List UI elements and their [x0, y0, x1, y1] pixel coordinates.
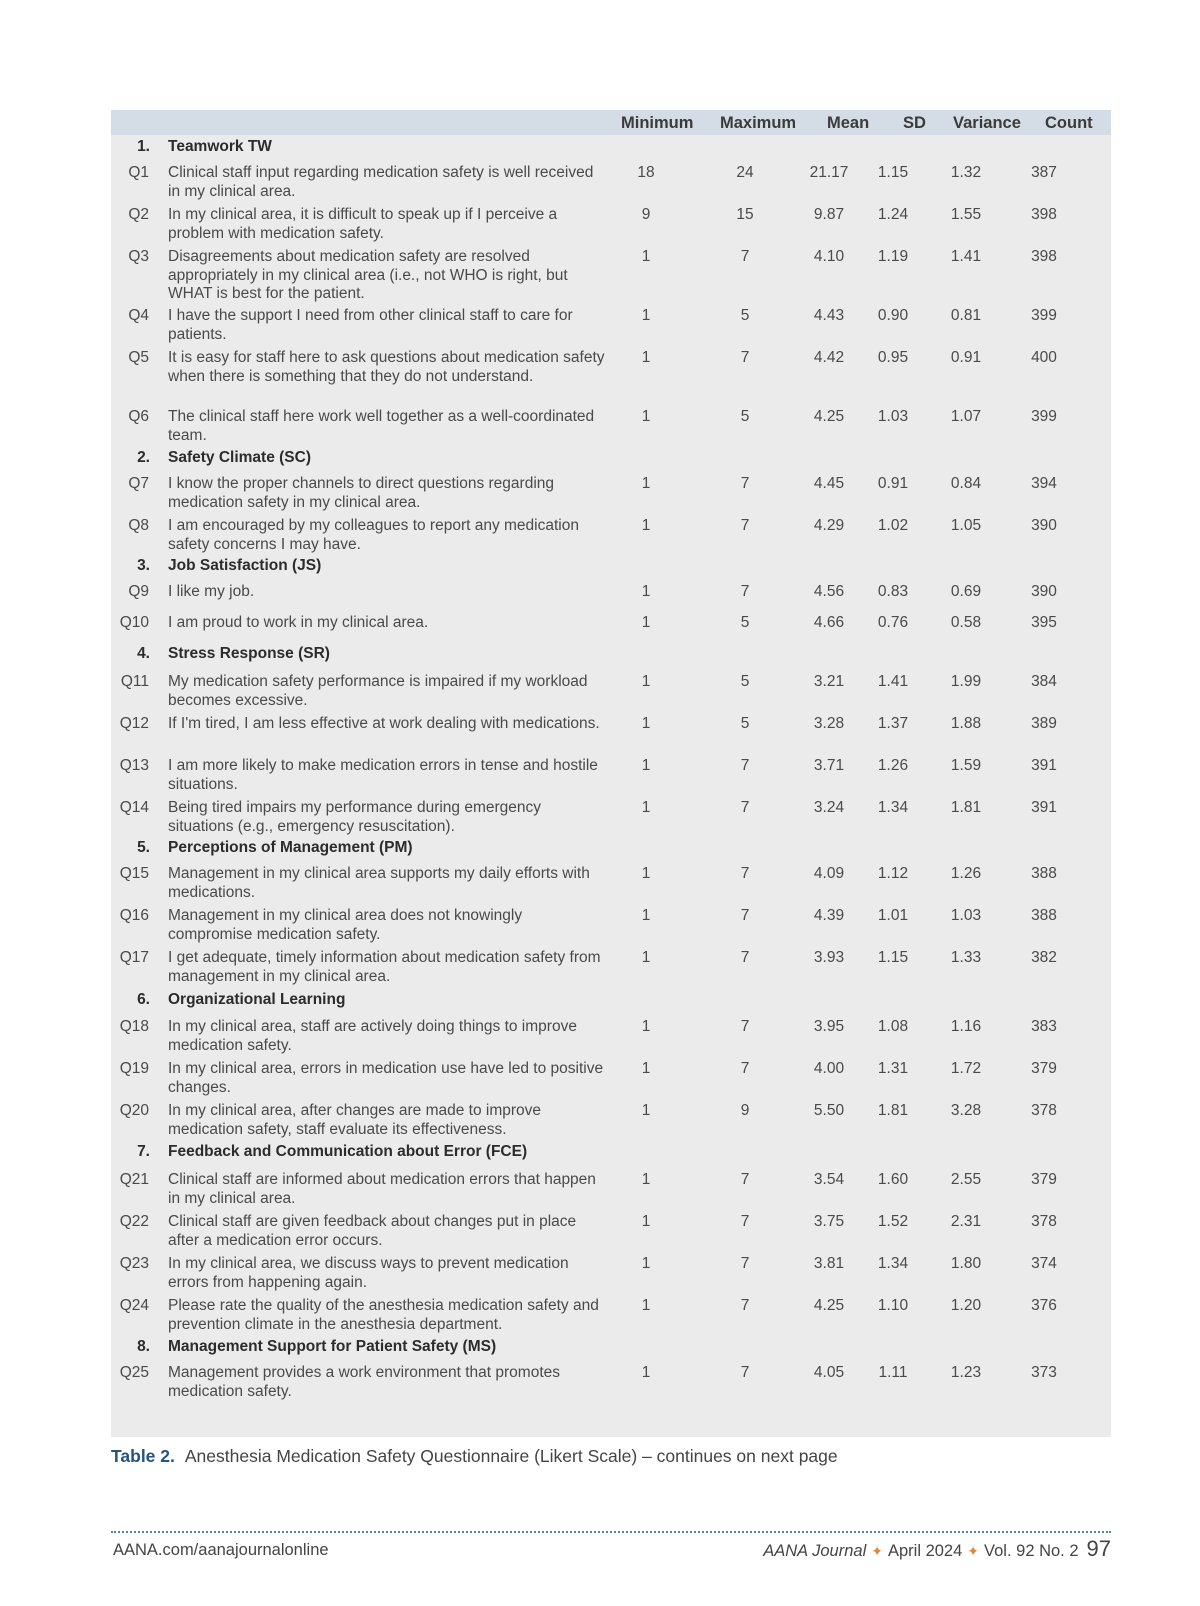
cell-variance: 1.80: [950, 1255, 982, 1272]
cell-min: 1: [641, 408, 651, 425]
cell-min: 1: [641, 949, 651, 966]
section-title: Teamwork TW: [168, 138, 272, 155]
cell-min: 1: [641, 865, 651, 882]
question-text: My medication safety performance is impaired if my workload becomes excessive.: [168, 673, 588, 709]
cell-variance: 2.55: [950, 1171, 982, 1188]
section-title: Job Satisfaction (JS): [168, 557, 322, 574]
question-text: Management in my clinical area does not knowingly compromise medication safety.: [168, 907, 523, 943]
question-text: I have the support I need from other clinical staff to care for patients.: [168, 307, 573, 343]
section-number: 7.: [137, 1143, 150, 1160]
question-text: I get adequate, timely information about medication safety from management in my clinical area.: [168, 949, 601, 985]
cell-sd: 0.90: [877, 307, 909, 324]
cell-variance: 0.84: [950, 475, 982, 492]
cell-variance: 1.23: [950, 1364, 982, 1381]
cell-variance: 1.32: [950, 164, 982, 181]
cell-min: 1: [641, 614, 651, 631]
question-id: Q14: [119, 799, 149, 816]
cell-variance: 1.55: [950, 206, 982, 223]
question-id: Q1: [128, 164, 149, 181]
cell-mean: 3.93: [813, 949, 845, 966]
cell-min: 1: [641, 1102, 651, 1119]
cell-count: 391: [1031, 799, 1057, 816]
cell-mean: 4.29: [813, 517, 845, 534]
cell-max: 24: [736, 164, 754, 181]
cell-sd: 1.34: [877, 1255, 909, 1272]
section-number: 1.: [137, 138, 150, 155]
cell-variance: 1.16: [950, 1018, 982, 1035]
question-id: Q25: [119, 1364, 149, 1381]
cell-min: 1: [641, 583, 651, 600]
cell-count: 399: [1031, 408, 1057, 425]
cell-count: 379: [1031, 1171, 1057, 1188]
cell-min: 18: [637, 164, 655, 181]
section-title: Feedback and Communication about Error (FCE): [168, 1143, 528, 1160]
cell-min: 1: [641, 1060, 651, 1077]
diamond-icon: ✦: [967, 1543, 980, 1559]
section-number: 4.: [137, 645, 150, 662]
cell-count: 398: [1031, 206, 1057, 223]
cell-mean: 4.43: [813, 307, 845, 324]
question-id: Q16: [119, 907, 149, 924]
cell-mean: 3.95: [813, 1018, 845, 1035]
cell-variance: 0.81: [950, 307, 982, 324]
cell-sd: 1.15: [877, 164, 909, 181]
cell-sd: 1.03: [877, 408, 909, 425]
cell-mean: 3.54: [813, 1171, 845, 1188]
cell-mean: 4.25: [813, 408, 845, 425]
section-number: 2.: [137, 449, 150, 466]
cell-max: 7: [740, 865, 750, 882]
cell-min: 1: [641, 248, 651, 265]
question-id: Q24: [119, 1297, 149, 1314]
cell-count: 383: [1031, 1018, 1057, 1035]
question-text: In my clinical area, staff are actively doing things to improve medication safety.: [168, 1018, 577, 1054]
footer-citation: [763, 1536, 1111, 1562]
cell-sd: 1.08: [877, 1018, 909, 1035]
section-number: 3.: [137, 557, 150, 574]
section-title: Perceptions of Management (PM): [168, 839, 413, 856]
cell-sd: 1.10: [877, 1297, 909, 1314]
cell-min: 1: [641, 1018, 651, 1035]
cell-mean: 4.45: [813, 475, 845, 492]
cell-variance: 1.20: [950, 1297, 982, 1314]
question-id: Q11: [120, 673, 149, 690]
cell-variance: 1.07: [950, 408, 982, 425]
question-id: Q22: [119, 1213, 149, 1230]
cell-count: 379: [1031, 1060, 1057, 1077]
table-header: [111, 110, 1111, 135]
cell-count: 384: [1031, 673, 1057, 690]
cell-sd: 1.19: [877, 248, 909, 265]
caption-label: Table 2.: [111, 1446, 175, 1466]
question-id: Q8: [128, 517, 149, 534]
data-table: [111, 110, 1111, 1437]
cell-max: 7: [740, 1213, 750, 1230]
section-number: 6.: [137, 991, 150, 1008]
question-text: In my clinical area, we discuss ways to prevent medication errors from happening again.: [168, 1255, 569, 1291]
question-text: In my clinical area, it is difficult to speak up if I perceive a problem with medication safety.: [168, 206, 558, 242]
question-text: Clinical staff are given feedback about changes put in place after a medication error occurs.: [168, 1213, 577, 1249]
cell-mean: 3.75: [813, 1213, 845, 1230]
question-text: Clinical staff are informed about medication errors that happen in my clinical area.: [168, 1171, 596, 1207]
cell-count: 387: [1031, 164, 1057, 181]
cell-max: 5: [740, 614, 750, 631]
question-id: Q9: [128, 583, 149, 600]
cell-sd: 1.01: [877, 907, 909, 924]
cell-mean: 3.71: [813, 757, 845, 774]
cell-min: 1: [641, 1255, 651, 1272]
section-title: Organizational Learning: [168, 991, 346, 1008]
footer-url: AANA.com/aanajournalonline: [113, 1541, 329, 1559]
page-number: 97: [1086, 1536, 1111, 1561]
cell-max: 7: [740, 799, 750, 816]
question-text: I am more likely to make medication errors in tense and hostile situations.: [168, 757, 598, 793]
cell-min: 1: [641, 673, 651, 690]
question-text: Clinical staff input regarding medication safety is well received in my clinical area.: [168, 164, 594, 200]
cell-mean: 3.81: [813, 1255, 845, 1272]
cell-max: 5: [740, 673, 750, 690]
cell-mean: 4.09: [813, 865, 845, 882]
question-id: Q5: [128, 349, 149, 366]
cell-mean: 21.17: [809, 164, 849, 181]
question-text: It is easy for staff here to ask questions about medication safety when there is something that they do not understand.: [168, 349, 605, 385]
cell-mean: 4.00: [813, 1060, 845, 1077]
question-id: Q15: [119, 865, 149, 882]
question-id: Q23: [119, 1255, 149, 1272]
question-id: Q7: [128, 475, 149, 492]
question-id: Q12: [119, 715, 149, 732]
cell-count: 400: [1031, 349, 1057, 366]
cell-variance: 0.91: [950, 349, 982, 366]
footer-volume: Vol. 92 No. 2: [984, 1542, 1079, 1560]
cell-count: 378: [1031, 1213, 1057, 1230]
question-text: Being tired impairs my performance during emergency situations (e.g., emergency resuscitation).: [168, 799, 542, 835]
cell-count: 398: [1031, 248, 1057, 265]
cell-sd: 1.60: [877, 1171, 909, 1188]
cell-variance: 2.31: [950, 1213, 982, 1230]
question-id: Q2: [128, 206, 149, 223]
cell-mean: 3.24: [813, 799, 845, 816]
cell-min: 9: [641, 206, 651, 223]
question-text: I am encouraged by my colleagues to report any medication safety concerns I may have.: [168, 517, 579, 553]
question-text: Management provides a work environment that promotes medication safety.: [168, 1364, 561, 1400]
question-id: Q10: [119, 614, 149, 631]
question-id: Q20: [119, 1102, 149, 1119]
question-id: Q18: [119, 1018, 149, 1035]
cell-max: 7: [740, 248, 750, 265]
cell-count: 374: [1031, 1255, 1057, 1272]
cell-variance: 0.58: [950, 614, 982, 631]
question-text: The clinical staff here work well together as a well-coordinated team.: [168, 408, 595, 444]
cell-min: 1: [641, 307, 651, 324]
cell-sd: 1.11: [878, 1364, 908, 1381]
cell-sd: 1.02: [877, 517, 909, 534]
cell-variance: 1.33: [950, 949, 982, 966]
cell-mean: 4.66: [813, 614, 845, 631]
cell-min: 1: [641, 1297, 651, 1314]
caption-text: Anesthesia Medication Safety Questionnaire (Likert Scale) – continues on next page: [184, 1446, 838, 1466]
cell-variance: 0.69: [950, 583, 982, 600]
cell-count: 388: [1031, 865, 1057, 882]
question-id: Q4: [128, 307, 149, 324]
cell-max: 7: [740, 1364, 750, 1381]
question-text: Disagreements about medication safety are resolved appropriately in my clinical area (i.e., not WHO is right, but WHAT is best for the patient.: [168, 248, 568, 302]
question-id: Q21: [119, 1171, 149, 1188]
cell-count: 399: [1031, 307, 1057, 324]
cell-mean: 4.05: [813, 1364, 845, 1381]
cell-variance: 1.41: [950, 248, 982, 265]
col-minimum: Minimum: [621, 114, 694, 132]
cell-variance: 1.72: [950, 1060, 982, 1077]
cell-max: 15: [736, 206, 754, 223]
cell-variance: 1.59: [950, 757, 982, 774]
cell-min: 1: [641, 1213, 651, 1230]
cell-sd: 1.31: [877, 1060, 909, 1077]
cell-count: 388: [1031, 907, 1057, 924]
cell-variance: 1.03: [950, 907, 982, 924]
cell-max: 7: [740, 1255, 750, 1272]
cell-mean: 5.50: [813, 1102, 845, 1119]
cell-mean: 3.28: [813, 715, 845, 732]
table-body: [111, 135, 1111, 1435]
cell-sd: 1.12: [877, 865, 909, 882]
cell-max: 5: [740, 408, 750, 425]
col-count: Count: [1045, 114, 1093, 132]
cell-mean: 9.87: [813, 206, 845, 223]
cell-max: 7: [740, 349, 750, 366]
cell-sd: 0.91: [877, 475, 909, 492]
cell-min: 1: [641, 799, 651, 816]
cell-mean: 4.56: [813, 583, 845, 600]
cell-count: 390: [1031, 517, 1057, 534]
cell-variance: 1.88: [950, 715, 982, 732]
cell-max: 9: [740, 1102, 750, 1119]
cell-sd: 1.24: [877, 206, 909, 223]
question-text: If I'm tired, I am less effective at work dealing with medications.: [168, 715, 600, 732]
cell-min: 1: [641, 349, 651, 366]
cell-max: 7: [740, 907, 750, 924]
question-text: I know the proper channels to direct questions regarding medication safety in my clinical area.: [168, 475, 555, 511]
col-mean: Mean: [827, 114, 870, 132]
question-id: Q13: [119, 757, 149, 774]
cell-max: 7: [740, 949, 750, 966]
col-maximum: Maximum: [720, 114, 797, 132]
cell-max: 7: [740, 517, 750, 534]
cell-variance: 1.99: [950, 673, 982, 690]
footer-date: April 2024: [887, 1542, 963, 1560]
cell-max: 5: [740, 715, 750, 732]
cell-min: 1: [641, 757, 651, 774]
cell-sd: 1.34: [877, 799, 909, 816]
question-id: Q6: [128, 408, 149, 425]
question-text: I am proud to work in my clinical area.: [168, 614, 429, 631]
question-text: In my clinical area, after changes are made to improve medication safety, staff evaluate its effectiveness.: [168, 1102, 542, 1138]
cell-max: 7: [740, 1018, 750, 1035]
cell-min: 1: [641, 1364, 651, 1381]
section-title: Stress Response (SR): [168, 645, 330, 662]
cell-count: 391: [1031, 757, 1057, 774]
cell-max: 7: [740, 757, 750, 774]
cell-count: 376: [1031, 1297, 1057, 1314]
cell-sd: 1.15: [877, 949, 909, 966]
cell-max: 7: [740, 475, 750, 492]
cell-mean: 4.42: [813, 349, 845, 366]
cell-sd: 0.83: [877, 583, 909, 600]
cell-count: 394: [1031, 475, 1057, 492]
cell-mean: 4.39: [813, 907, 845, 924]
question-id: Q17: [119, 949, 149, 966]
cell-variance: 3.28: [950, 1102, 982, 1119]
footer-divider: [111, 1531, 1111, 1533]
cell-variance: 1.26: [950, 865, 982, 882]
cell-mean: 4.25: [813, 1297, 845, 1314]
section-title: Safety Climate (SC): [168, 449, 311, 466]
cell-sd: 1.41: [877, 673, 909, 690]
cell-count: 390: [1031, 583, 1057, 600]
cell-max: 5: [740, 307, 750, 324]
cell-variance: 1.05: [950, 517, 982, 534]
cell-sd: 1.37: [877, 715, 909, 732]
section-number: 5.: [137, 839, 150, 856]
cell-min: 1: [641, 517, 651, 534]
col-sd: SD: [903, 114, 926, 132]
question-text: I like my job.: [168, 583, 255, 600]
section-title: Management Support for Patient Safety (MS): [168, 1338, 497, 1355]
question-text: In my clinical area, errors in medication use have led to positive changes.: [168, 1060, 604, 1096]
cell-mean: 4.10: [813, 248, 845, 265]
question-id: Q3: [128, 248, 149, 265]
table-caption: [111, 1446, 838, 1467]
cell-count: 373: [1031, 1364, 1057, 1381]
cell-count: 395: [1031, 614, 1057, 631]
cell-min: 1: [641, 1171, 651, 1188]
cell-mean: 3.21: [813, 673, 845, 690]
cell-max: 7: [740, 1171, 750, 1188]
cell-sd: 1.26: [877, 757, 909, 774]
cell-min: 1: [641, 475, 651, 492]
cell-sd: 1.81: [877, 1102, 909, 1119]
cell-count: 378: [1031, 1102, 1057, 1119]
cell-count: 389: [1031, 715, 1057, 732]
cell-min: 1: [641, 715, 651, 732]
cell-max: 7: [740, 583, 750, 600]
question-text: Management in my clinical area supports my daily efforts with medications.: [168, 865, 590, 901]
cell-sd: 0.76: [877, 614, 909, 631]
cell-sd: 0.95: [877, 349, 909, 366]
cell-variance: 1.81: [950, 799, 982, 816]
diamond-icon: ✦: [871, 1543, 883, 1559]
cell-min: 1: [641, 907, 651, 924]
cell-sd: 1.52: [877, 1213, 909, 1230]
question-text: Please rate the quality of the anesthesia medication safety and prevention climate in the anesthesia department.: [168, 1297, 599, 1333]
cell-max: 7: [740, 1297, 750, 1314]
section-number: 8.: [137, 1338, 150, 1355]
footer-journal: AANA Journal: [763, 1542, 867, 1560]
col-variance: Variance: [953, 114, 1021, 132]
cell-count: 382: [1031, 949, 1057, 966]
question-id: Q19: [119, 1060, 149, 1077]
cell-max: 7: [740, 1060, 750, 1077]
